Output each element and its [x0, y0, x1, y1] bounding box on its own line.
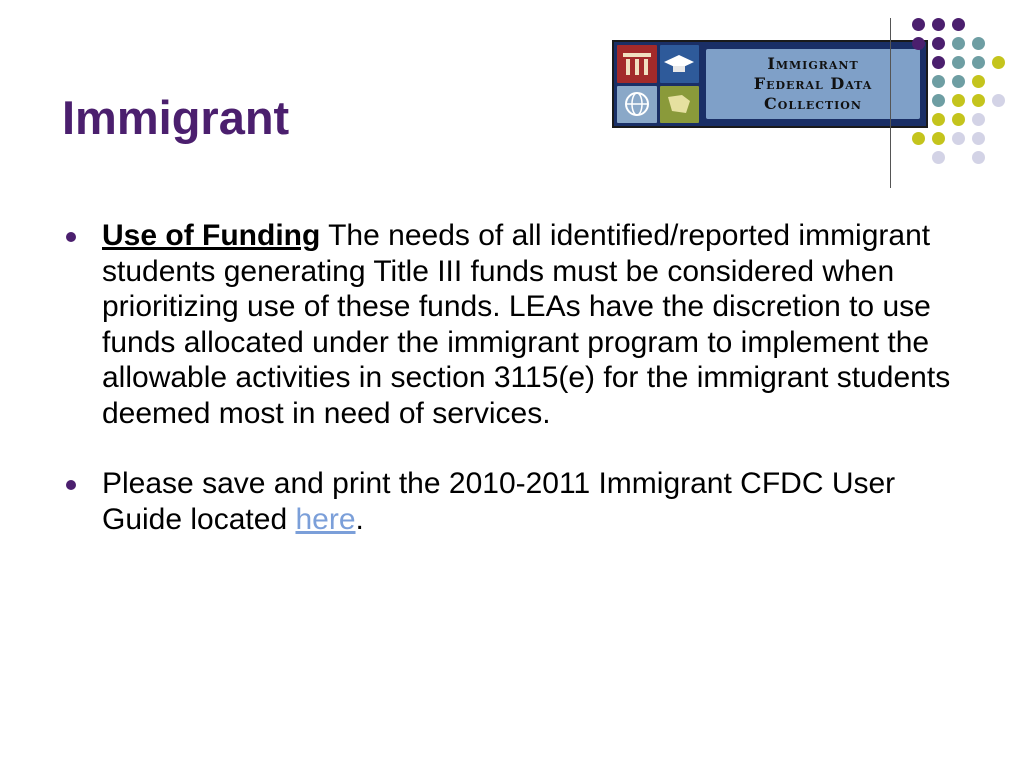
decorative-dot — [932, 151, 945, 164]
decorative-dot — [992, 94, 1005, 107]
user-guide-link[interactable]: here — [295, 502, 356, 536]
logo-line-2: Federal Data — [753, 74, 873, 93]
decorative-dot — [952, 56, 965, 69]
decorative-dot — [932, 56, 945, 69]
decorative-dot — [952, 18, 965, 31]
decorative-dot — [932, 37, 945, 50]
decorative-dot — [932, 132, 945, 145]
decorative-dot — [972, 56, 985, 69]
decorative-dot — [972, 151, 985, 164]
decorative-dot — [972, 75, 985, 88]
decorative-dot — [932, 113, 945, 126]
decorative-dot — [952, 94, 965, 107]
decorative-dot — [972, 94, 985, 107]
logo-line-3: Collection — [764, 94, 862, 113]
decorative-dot — [952, 132, 965, 145]
map-icon — [660, 86, 700, 124]
slide-body — [66, 218, 986, 537]
vertical-divider — [890, 18, 891, 188]
bullet-item — [66, 466, 986, 537]
decorative-dot — [912, 18, 925, 31]
logo-text — [706, 49, 920, 119]
logo-icon-grid — [614, 42, 702, 126]
building-icon — [617, 45, 657, 83]
decorative-dot — [912, 37, 925, 50]
decorative-dot — [992, 56, 1005, 69]
decorative-dot — [972, 132, 985, 145]
graduation-cap-icon — [660, 45, 700, 83]
decorative-dot — [952, 113, 965, 126]
bullet-marker — [66, 480, 76, 490]
decorative-dot — [932, 75, 945, 88]
user-guide-text-end: . — [355, 502, 364, 536]
slide-title: Immigrant — [62, 91, 290, 144]
logo-line-1: Immigrant — [767, 54, 859, 73]
bullet-item — [66, 218, 986, 431]
decorative-dot — [972, 37, 985, 50]
decorative-dot — [932, 18, 945, 31]
use-of-funding-text: The needs of all identified/reported immigrant students generating Title III funds must be considered when prioritizing use of these funds. LEAs have the discretion to use funds allocated under the immigrant program to implement the allowable activities in section 3115(e) for the immigrant students deemed most in need of services. — [102, 219, 951, 430]
bullet-text — [102, 466, 982, 537]
decorative-dot — [952, 37, 965, 50]
bullet-marker — [66, 232, 76, 242]
globe-icon — [617, 86, 657, 124]
immigrant-federal-data-collection-logo — [612, 40, 928, 128]
decorative-dot — [972, 113, 985, 126]
decorative-dot — [932, 94, 945, 107]
bullet-text — [102, 218, 982, 431]
user-guide-text: Please save and print the 2010-2011 Immigrant CFDC User Guide located — [102, 467, 896, 536]
decorative-dot — [912, 132, 925, 145]
decorative-dot-grid — [912, 18, 1002, 168]
decorative-dot — [952, 75, 965, 88]
use-of-funding-heading: Use of Funding — [102, 219, 321, 252]
